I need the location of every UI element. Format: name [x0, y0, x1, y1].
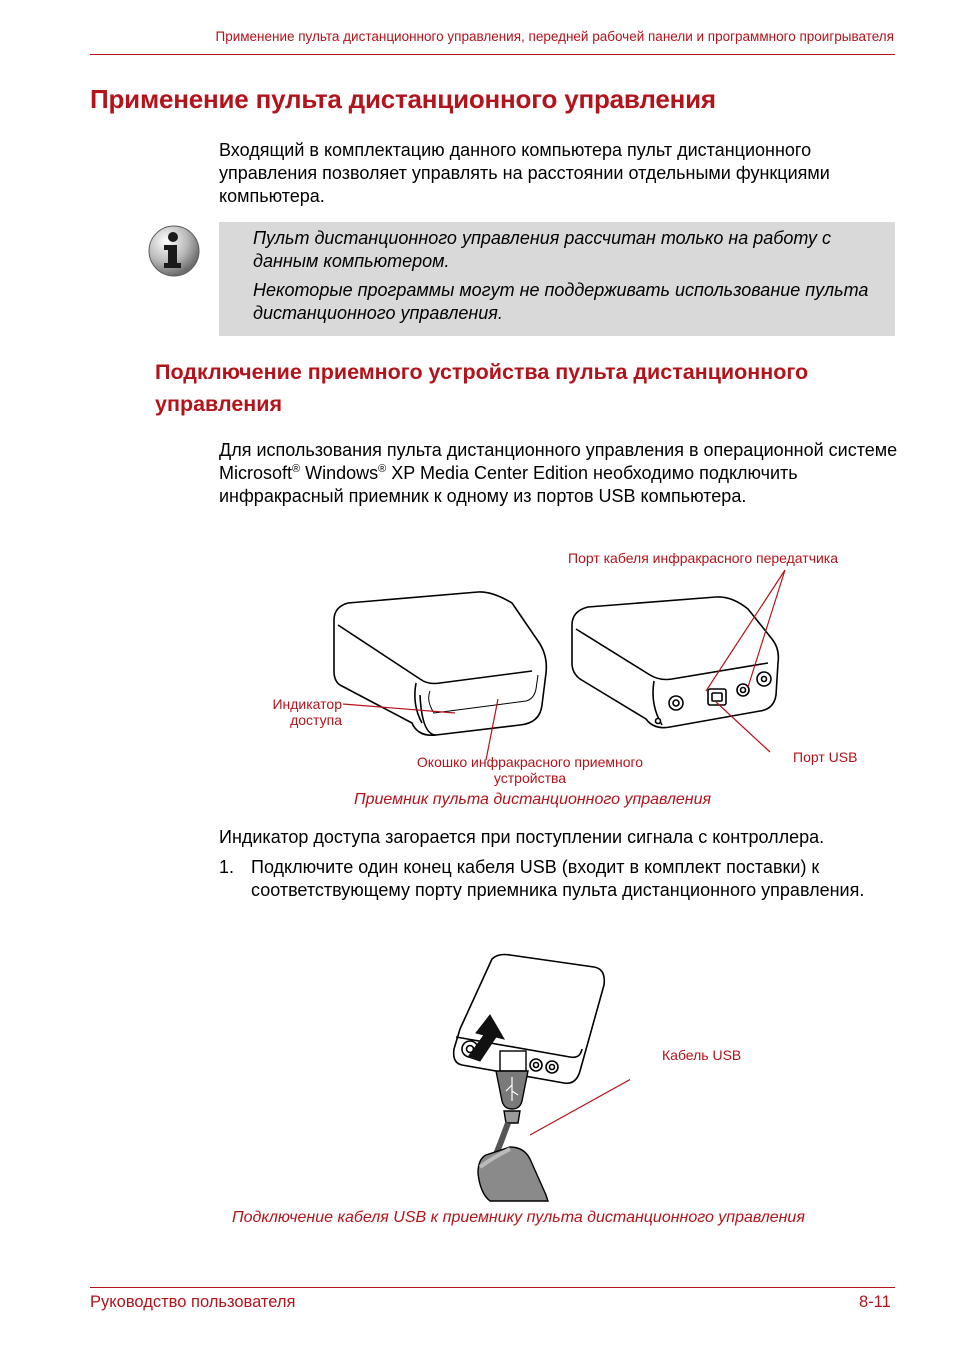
label-access-indicator-line2: доступа	[290, 712, 342, 728]
footer-page-number: 8-11	[859, 1293, 891, 1311]
label-ir-window-line2: устройства	[493, 770, 567, 786]
registered-mark: ®	[378, 463, 387, 475]
label-usb-port: Порт USB	[793, 749, 858, 765]
page-title: Применение пульта дистанционного управления	[90, 84, 716, 114]
receiver-figure	[250, 545, 910, 790]
step-number: 1.	[219, 857, 235, 877]
figure2-caption: Подключение кабеля USB к приемнику пульта дистанционного управления	[232, 1209, 805, 1226]
footer-rule	[90, 1287, 895, 1288]
header-rule	[90, 54, 895, 55]
note-line-1: Пульт дистанционного управления рассчитан только на работу с данным компьютером.	[253, 228, 832, 271]
step-text: Подключите один конец кабеля USB (входит в комплект поставки) к соответствующему порту приемника пульта дистанционного управления.	[251, 857, 865, 900]
usb-receiver-paragraph	[219, 439, 899, 508]
label-ir-window	[400, 754, 660, 786]
indicator-paragraph: Индикатор доступа загорается при поступлении сигнала с контроллера.	[219, 827, 825, 847]
footer-manual-title: Руководство пользователя	[90, 1293, 296, 1311]
label-ir-transmitter-port: Порт кабеля инфракрасного передатчика	[568, 550, 839, 566]
label-access-indicator	[264, 696, 342, 728]
para2-part1: Для использования пульта дистанционного управления в операционной системе Microsoft	[219, 440, 898, 483]
figure1-caption: Приемник пульта дистанционного управления	[354, 791, 712, 808]
label-usb-cable: Кабель USB	[662, 1047, 742, 1063]
section-title: Подключение приемного устройства пульта дистанционного управления	[155, 360, 809, 416]
intro-paragraph: Входящий в комплектацию данного компьютера пульт дистанционного управления позволяет управлять на расстоянии отдельными функциями компьютера.	[219, 140, 830, 206]
usb-connection-illustration	[430, 945, 630, 1205]
registered-mark: ®	[292, 463, 301, 475]
label-ir-window-line1: Окошко инфракрасного приемного	[416, 754, 644, 770]
label-access-indicator-line1: Индикатор	[272, 696, 342, 712]
running-header: Применение пульта дистанционного управления, передней рабочей панели и программного проигрывателя	[215, 29, 894, 44]
note-line-2: Некоторые программы могут не поддерживать использование пульта дистанционного управления.	[253, 280, 869, 323]
note-box	[219, 222, 895, 336]
para2-part3: XP Media Center Edition необходимо подключить инфракрасный приемник к одному из портов USB компьютера.	[219, 463, 798, 506]
info-icon	[147, 224, 201, 278]
para2-part2: Windows	[300, 463, 379, 483]
